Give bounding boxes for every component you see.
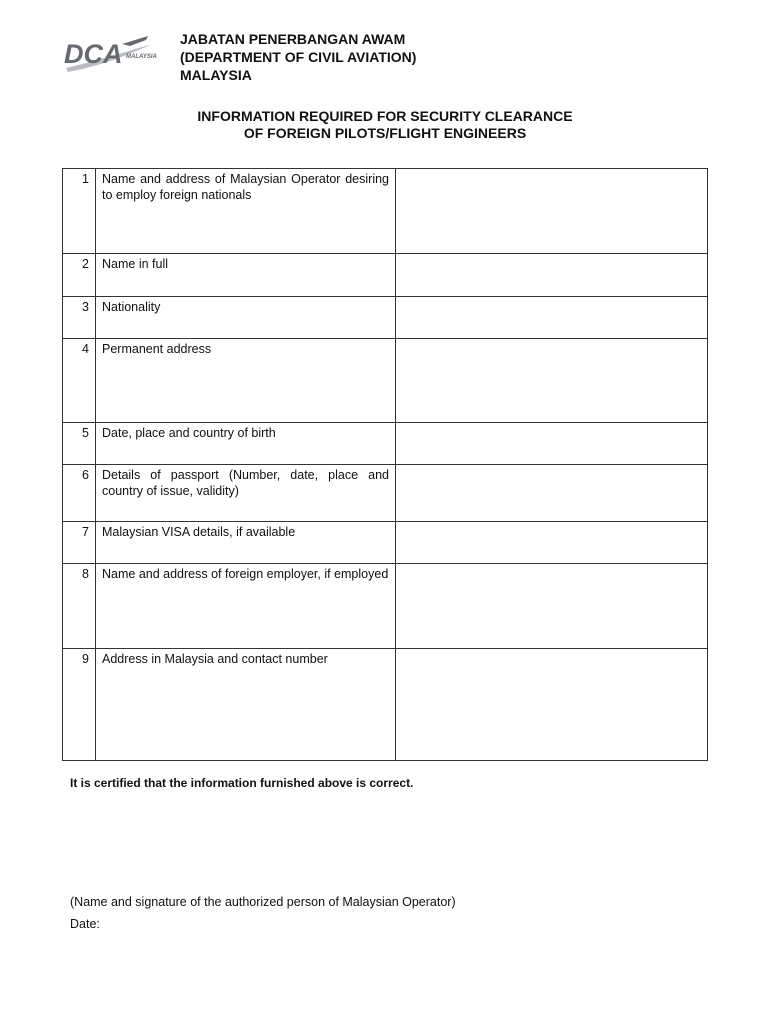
row-label: Malaysian VISA details, if available	[96, 522, 396, 564]
row-number: 1	[63, 169, 96, 254]
full-name-field[interactable]	[396, 254, 708, 297]
form-row-birth-details	[63, 423, 708, 465]
agency-name-english: (DEPARTMENT OF CIVIL AVIATION)	[180, 49, 417, 65]
row-number: 6	[63, 465, 96, 522]
agency-name-malay: JABATAN PENERBANGAN AWAM	[180, 31, 406, 47]
logo-subtext: MALAYSIA	[126, 54, 157, 60]
form-row-foreign-employer	[63, 564, 708, 649]
agency-header	[180, 30, 416, 84]
certification-statement: It is certified that the information furnished above is correct.	[70, 776, 414, 790]
permanent-address-field[interactable]	[396, 339, 708, 423]
form-row-full-name	[63, 254, 708, 297]
row-number: 8	[63, 564, 96, 649]
row-label: Name and address of foreign employer, if employed	[96, 564, 396, 649]
row-number: 4	[63, 339, 96, 423]
row-number: 5	[63, 423, 96, 465]
malaysia-address-field[interactable]	[396, 649, 708, 761]
form-row-passport	[63, 465, 708, 522]
row-number: 9	[63, 649, 96, 761]
row-label: Address in Malaysia and contact number	[96, 649, 396, 761]
form-title	[0, 108, 770, 142]
row-label: Name in full	[96, 254, 396, 297]
row-label: Nationality	[96, 297, 396, 339]
row-number: 7	[63, 522, 96, 564]
birth-details-field[interactable]	[396, 423, 708, 465]
dca-logo	[60, 30, 160, 76]
form-title-line1: INFORMATION REQUIRED FOR SECURITY CLEARANCE	[197, 108, 573, 124]
row-label: Permanent address	[96, 339, 396, 423]
nationality-field[interactable]	[396, 297, 708, 339]
row-number: 3	[63, 297, 96, 339]
operator-name-address-field[interactable]	[396, 169, 708, 254]
form-row-malaysia-address	[63, 649, 708, 761]
form-row-nationality	[63, 297, 708, 339]
logo-text: DCA	[64, 39, 123, 69]
passport-details-field[interactable]	[396, 465, 708, 522]
form-row-visa	[63, 522, 708, 564]
form-row-operator	[63, 169, 708, 254]
form-title-line2: OF FOREIGN PILOTS/FLIGHT ENGINEERS	[243, 125, 527, 141]
clearance-form-table	[62, 168, 708, 761]
plane-icon	[122, 36, 148, 46]
foreign-employer-field[interactable]	[396, 564, 708, 649]
date-label: Date:	[70, 917, 100, 931]
signature-caption: (Name and signature of the authorized person of Malaysian Operator)	[70, 895, 456, 909]
form-row-permanent-address	[63, 339, 708, 423]
row-label: Name and address of Malaysian Operator desiring to employ foreign nationals	[96, 169, 396, 254]
agency-country: MALAYSIA	[180, 67, 252, 83]
row-label: Details of passport (Number, date, place and country of issue, validity)	[96, 465, 396, 522]
row-number: 2	[63, 254, 96, 297]
visa-details-field[interactable]	[396, 522, 708, 564]
row-label: Date, place and country of birth	[96, 423, 396, 465]
